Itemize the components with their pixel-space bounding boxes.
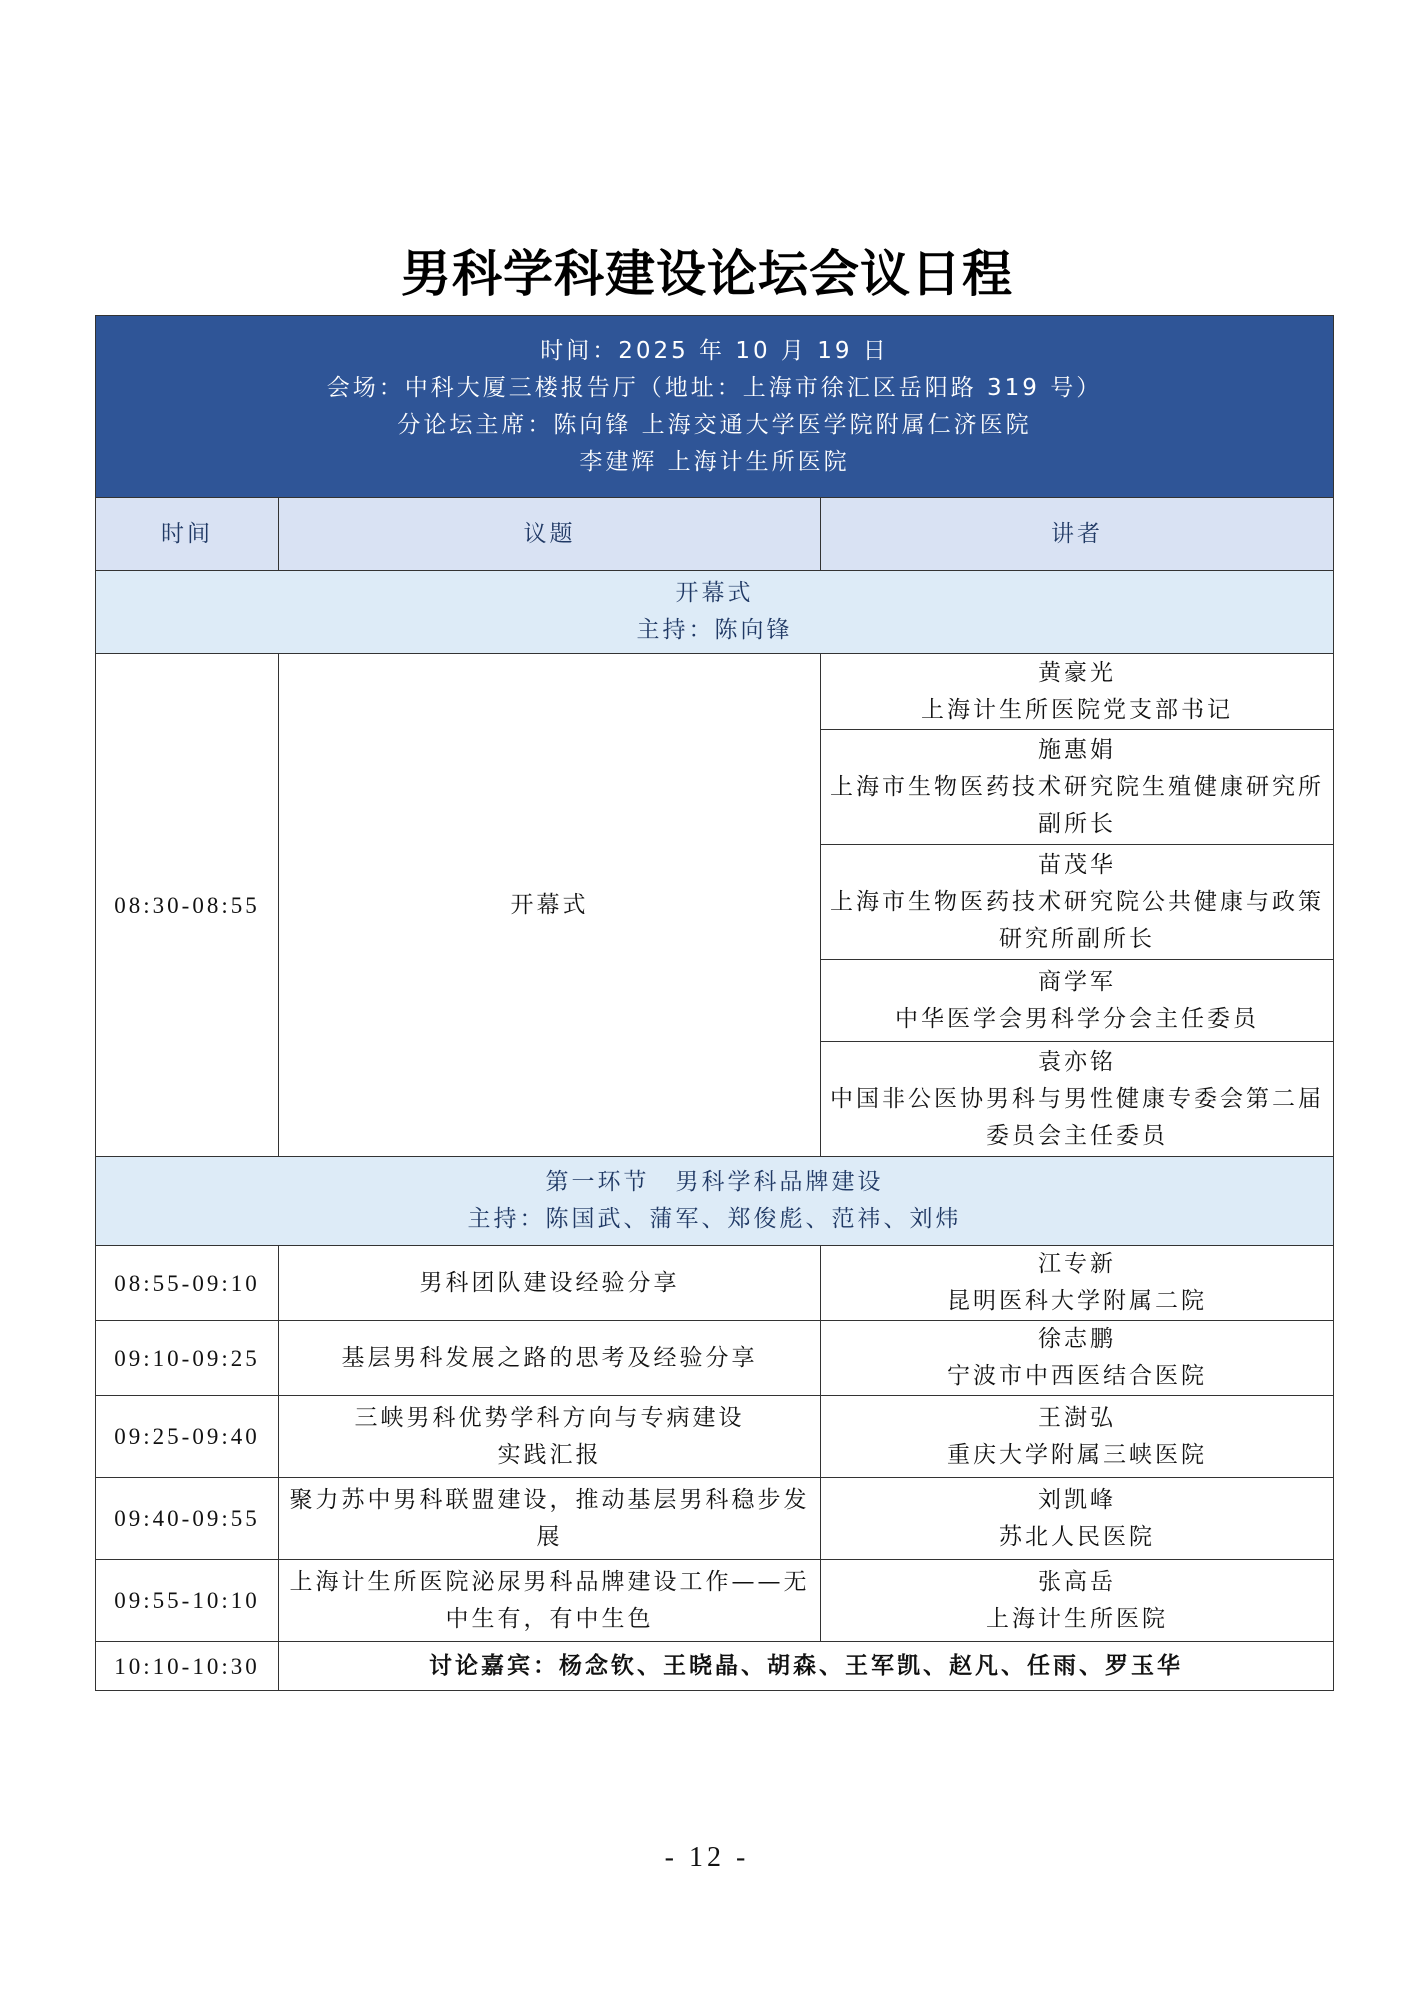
session-time: 08:30-08:55 [96, 654, 279, 1157]
speaker-org: 苏北人民医院 [999, 1523, 1155, 1550]
speaker-name: 张高岳 [1038, 1568, 1116, 1595]
session-time: 09:25-09:40 [96, 1396, 279, 1478]
speaker-name: 施惠娟 [1038, 736, 1116, 763]
section-header-cell [96, 1157, 1334, 1246]
column-header-row [96, 498, 1334, 571]
speaker-name: 徐志鹏 [1038, 1326, 1116, 1352]
info-banner [96, 316, 1334, 498]
page-number: - 12 - [664, 1842, 750, 1873]
section-header-opening [96, 571, 1334, 654]
discussion-guests: 讨论嘉宾：杨念钦、王晓晶、胡森、王军凯、赵凡、任雨、罗玉华 [279, 1642, 1334, 1691]
section-header-cell [96, 571, 1334, 654]
section-host: 主持：陈国武、蒲军、郑俊彪、范祎、刘炜 [467, 1206, 962, 1232]
session-topic: 上海计生所医院泌尿男科品牌建设工作——无中生有，有中生色 [279, 1560, 821, 1642]
speaker-name: 商学军 [1038, 968, 1116, 995]
speaker-name: 苗茂华 [1038, 851, 1116, 878]
speaker-name: 江专新 [1038, 1251, 1116, 1277]
event-chair: 分论坛主席：陈向锋 上海交通大学医学院附属仁济医院 [397, 411, 1032, 438]
speaker-cell [821, 1042, 1334, 1157]
speaker-cell [821, 1396, 1334, 1478]
speaker-org: 上海计生所医院党支部书记 [921, 696, 1233, 723]
speaker-cell [821, 1246, 1334, 1321]
session-topic: 聚力苏中男科联盟建设，推动基层男科稳步发展 [279, 1478, 821, 1560]
speaker-org: 上海市生物医药技术研究院生殖健康研究所副所长 [830, 773, 1324, 837]
table-row [96, 1478, 1334, 1560]
speaker-org: 上海计生所医院 [986, 1605, 1168, 1632]
session-topic: 开幕式 [279, 654, 821, 1157]
speaker-org: 中国非公医协男科与男性健康专委会第二届委员会主任委员 [830, 1085, 1324, 1149]
table-row [96, 1321, 1334, 1396]
session-topic: 三峡男科优势学科方向与专病建设实践汇报 [279, 1396, 821, 1478]
section-title: 第一环节 男科学科品牌建设 [545, 1169, 884, 1195]
speaker-cell [821, 1321, 1334, 1396]
section-title: 开幕式 [675, 580, 754, 606]
banner-cell [96, 316, 1334, 498]
schedule-table [95, 315, 1334, 1691]
table-row [96, 1246, 1334, 1321]
discussion-time: 10:10-10:30 [96, 1642, 279, 1691]
speaker-org: 重庆大学附属三峡医院 [947, 1441, 1207, 1468]
table-row [96, 654, 1334, 730]
section-header-brand-building [96, 1157, 1334, 1246]
speaker-org: 昆明医科大学附属二院 [947, 1288, 1207, 1314]
column-header-topic: 议题 [279, 498, 821, 571]
speaker-name: 黄豪光 [1038, 659, 1116, 686]
speaker-cell [821, 1560, 1334, 1642]
column-header-time: 时间 [96, 498, 279, 571]
session-topic: 男科团队建设经验分享 [279, 1246, 821, 1321]
page-title: 男科学科建设论坛会议日程 [401, 245, 1013, 303]
speaker-cell [821, 730, 1334, 845]
speaker-org: 中华医学会男科学分会主任委员 [895, 1005, 1259, 1032]
session-time: 09:10-09:25 [96, 1321, 279, 1396]
session-time: 08:55-09:10 [96, 1246, 279, 1321]
speaker-cell [821, 654, 1334, 730]
speaker-name: 刘凯峰 [1038, 1486, 1116, 1513]
section-host: 主持：陈向锋 [636, 617, 793, 643]
speaker-name: 袁亦铭 [1038, 1048, 1116, 1075]
discussion-row [96, 1642, 1334, 1691]
table-row [96, 1396, 1334, 1478]
session-time: 09:55-10:10 [96, 1560, 279, 1642]
speaker-cell [821, 1478, 1334, 1560]
session-time: 09:40-09:55 [96, 1478, 279, 1560]
event-venue: 会场：中科大厦三楼报告厅（地址：上海市徐汇区岳阳路 319 号） [326, 374, 1103, 401]
column-header-speaker: 讲者 [821, 498, 1334, 571]
speaker-cell [821, 845, 1334, 960]
speaker-cell [821, 960, 1334, 1042]
table-row [96, 1560, 1334, 1642]
session-topic: 基层男科发展之路的思考及经验分享 [279, 1321, 821, 1396]
event-time: 时间：2025 年 10 月 19 日 [540, 337, 889, 364]
speaker-org: 上海市生物医药技术研究院公共健康与政策研究所副所长 [830, 888, 1324, 952]
speaker-name: 王澍弘 [1038, 1404, 1116, 1431]
event-chair-2: 李建辉 上海计生所医院 [579, 448, 850, 475]
speaker-org: 宁波市中西医结合医院 [947, 1363, 1207, 1389]
